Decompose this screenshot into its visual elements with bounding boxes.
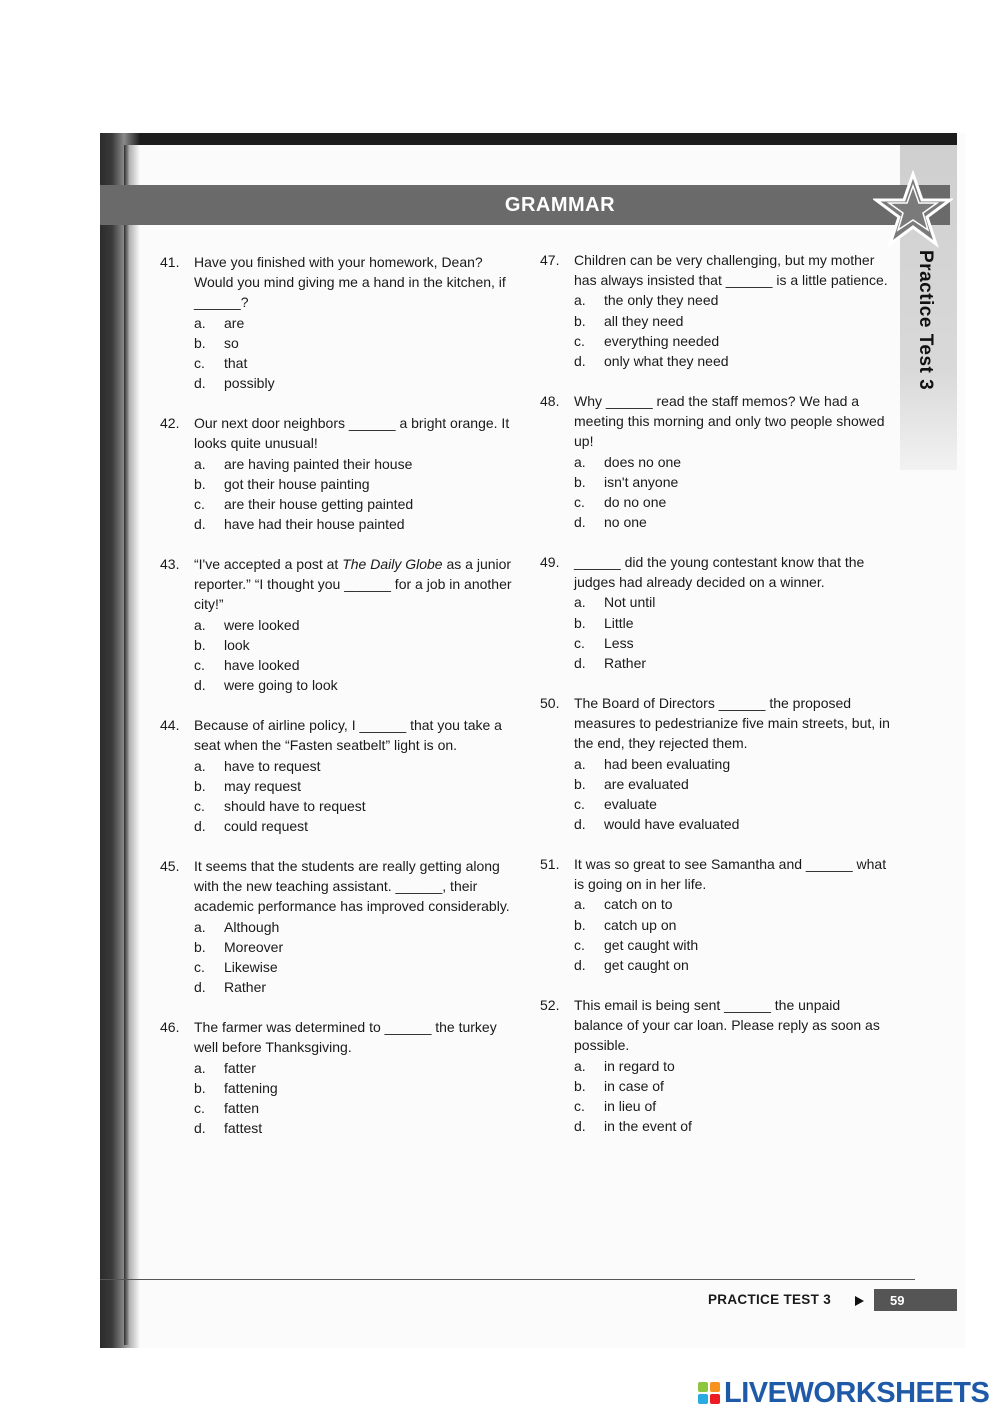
liveworksheets-brand: LIVEWORKSHEETS	[724, 1376, 990, 1409]
option-letter: d.	[574, 816, 586, 833]
option-text: Rather	[224, 979, 267, 996]
option-text: in regard to	[604, 1057, 675, 1074]
option-text: the only they need	[604, 292, 719, 309]
option-text: fatten	[224, 1099, 260, 1116]
answer-option[interactable]	[574, 814, 890, 834]
option-text: all they need	[604, 312, 684, 329]
option-text: look	[224, 636, 250, 653]
option-letter: c.	[574, 936, 585, 953]
book-spine-line	[124, 145, 129, 1345]
question-text: This email is being sent ______ the unpaid balance of your car loan. Please reply as soon as possible.	[574, 996, 880, 1054]
option-letter: d.	[574, 1118, 586, 1135]
option-text: Rather	[604, 655, 647, 672]
section-banner	[100, 185, 950, 225]
answer-option[interactable]	[574, 351, 890, 371]
question-text: The Board of Directors ______ the proposed measures to pedestrianize five main streets, but, in the end, they rejected them.	[574, 694, 890, 752]
option-text: Moreover	[224, 938, 284, 955]
answer-option[interactable]	[574, 1096, 890, 1116]
option-text: are evaluated	[604, 775, 689, 792]
answer-option[interactable]	[194, 353, 520, 373]
footer-label: PRACTICE TEST 3	[708, 1292, 832, 1307]
option-letter: a.	[194, 616, 206, 633]
option-text: had been evaluating	[604, 755, 731, 772]
question-41	[160, 252, 520, 393]
question-number: 46.	[160, 1019, 180, 1036]
question-45	[160, 856, 520, 997]
answer-option[interactable]	[574, 915, 890, 935]
option-text: got their house painting	[224, 475, 370, 492]
option-letter: a.	[574, 292, 586, 309]
option-text: have had their house painted	[224, 516, 405, 533]
answer-option[interactable]	[574, 633, 890, 653]
question-number: 49.	[540, 554, 560, 571]
answer-option[interactable]	[574, 613, 890, 633]
question-text-pre: “I've accepted a post at	[194, 556, 343, 573]
option-text: could request	[224, 818, 309, 835]
question-text: It was so great to see Samantha and ______ what is going on in her life.	[574, 856, 887, 893]
question-number: 44.	[160, 717, 180, 734]
question-43	[160, 554, 520, 695]
option-letter: d.	[194, 375, 206, 392]
book-spine-shadow	[100, 133, 140, 1348]
question-text: Have you finished with your homework, Dean? Would you mind giving me a hand in the kitchen, if ______?	[194, 254, 506, 311]
answer-option[interactable]	[574, 1116, 890, 1136]
question-49	[540, 552, 890, 673]
side-label: Practice Test 3	[915, 250, 936, 391]
answer-option[interactable]	[194, 655, 520, 675]
option-text: everything needed	[604, 332, 720, 349]
answer-option[interactable]	[574, 894, 890, 914]
question-42	[160, 413, 520, 534]
option-letter: a.	[194, 757, 206, 774]
footer-rule	[100, 1279, 915, 1280]
option-letter: d.	[574, 353, 586, 370]
answer-option[interactable]	[194, 615, 520, 635]
answer-option[interactable]	[574, 794, 890, 814]
answer-option[interactable]	[194, 937, 520, 957]
option-text: would have evaluated	[604, 816, 740, 833]
option-text: no one	[604, 514, 647, 531]
option-text: fattest	[224, 1120, 263, 1137]
question-44	[160, 715, 520, 836]
option-text: do no one	[604, 493, 667, 510]
option-text: Less	[604, 634, 634, 651]
option-letter: d.	[574, 957, 586, 974]
question-text: Children can be very challenging, but my mother has always insisted that ______ is a little patience.	[574, 252, 888, 289]
question-text: Why ______ read the staff memos? We had a meeting this morning and only two people showed up!	[574, 392, 885, 450]
question-51	[540, 854, 890, 975]
answer-option[interactable]	[194, 816, 520, 836]
question-46	[160, 1017, 520, 1138]
option-text: have looked	[224, 657, 300, 674]
option-letter: c.	[574, 795, 585, 812]
arrow-right-icon	[855, 1296, 864, 1306]
option-letter: b.	[574, 312, 586, 329]
answer-option[interactable]	[194, 1098, 520, 1118]
option-text: in case of	[604, 1077, 664, 1094]
option-text: have to request	[224, 757, 321, 774]
answer-option[interactable]	[194, 373, 520, 393]
question-52	[540, 995, 890, 1136]
option-letter: b.	[574, 614, 586, 631]
option-letter: a.	[574, 896, 586, 913]
option-letter: b.	[574, 916, 586, 933]
option-letter: b.	[574, 473, 586, 490]
option-text: does no one	[604, 453, 682, 470]
option-letter: b.	[194, 334, 206, 351]
option-letter: b.	[194, 1079, 206, 1096]
option-letter: c.	[574, 493, 585, 510]
answer-option[interactable]	[574, 653, 890, 673]
question-number: 41.	[160, 254, 180, 270]
page-number: 59	[874, 1289, 957, 1311]
section-title: GRAMMAR	[504, 193, 616, 216]
option-letter: d.	[194, 516, 206, 533]
answer-option[interactable]	[194, 917, 520, 937]
question-number: 50.	[540, 694, 560, 711]
option-text: possibly	[224, 375, 275, 392]
option-letter: d.	[194, 979, 206, 996]
option-text: Likewise	[224, 959, 278, 976]
option-text: were going to look	[224, 677, 338, 694]
answer-option[interactable]	[574, 331, 890, 351]
question-text: It seems that the students are really getting along with the new teaching assistant. ______, their academic performance has improved considerably.	[194, 858, 510, 915]
option-text: catch up on	[604, 916, 677, 933]
option-letter: c.	[574, 1097, 585, 1114]
liveworksheets-icon	[697, 1381, 721, 1405]
answer-option[interactable]	[194, 796, 520, 816]
questions-right-column	[540, 250, 890, 1156]
option-letter: b.	[194, 475, 206, 492]
option-letter: d.	[194, 1120, 206, 1137]
option-text: in lieu of	[604, 1097, 657, 1114]
top-rule	[100, 133, 957, 145]
option-letter: d.	[194, 677, 206, 694]
answer-option[interactable]	[194, 635, 520, 655]
question-text: ______ did the young contestant know that the judges had already decided on a winner.	[574, 554, 865, 591]
answer-option[interactable]	[194, 957, 520, 977]
answer-option[interactable]	[574, 935, 890, 955]
questions-left-column	[160, 252, 520, 1158]
option-text: are	[224, 314, 245, 331]
answer-option[interactable]	[574, 472, 890, 492]
option-text: Not until	[604, 594, 656, 611]
option-text: were looked	[224, 616, 300, 633]
answer-option[interactable]	[194, 1078, 520, 1098]
question-50	[540, 693, 890, 834]
answer-option[interactable]	[574, 1076, 890, 1096]
option-letter: a.	[574, 755, 586, 772]
answer-option[interactable]	[194, 494, 520, 514]
option-letter: b.	[194, 636, 206, 653]
answer-option[interactable]	[194, 756, 520, 776]
question-47	[540, 250, 890, 371]
answer-option[interactable]	[574, 955, 890, 975]
option-text: that	[224, 355, 248, 372]
question-text	[194, 554, 520, 615]
option-text: get caught on	[604, 957, 689, 974]
answer-option[interactable]	[574, 774, 890, 794]
option-text: get caught with	[604, 936, 699, 953]
option-text: Although	[224, 918, 280, 935]
answer-option[interactable]	[194, 977, 520, 997]
liveworksheets-logo	[697, 1378, 989, 1408]
question-text: The farmer was determined to ______ the turkey well before Thanksgiving.	[194, 1019, 497, 1056]
option-letter: d.	[194, 818, 206, 835]
option-letter: c.	[194, 797, 205, 814]
answer-option[interactable]	[574, 492, 890, 512]
answer-option[interactable]	[574, 290, 890, 310]
answer-option[interactable]	[194, 313, 520, 333]
option-letter: d.	[574, 655, 586, 672]
option-letter: a.	[194, 1059, 206, 1076]
question-text: Because of airline policy, I ______ that you take a seat when the “Fasten seatbelt” light is on.	[194, 717, 502, 754]
question-text: Our next door neighbors ______ a bright orange. It looks quite unusual!	[194, 415, 510, 452]
question-number: 42.	[160, 415, 180, 432]
answer-option[interactable]	[574, 311, 890, 331]
option-text: evaluate	[604, 795, 657, 812]
option-text: should have to request	[224, 797, 366, 814]
question-number: 52.	[540, 996, 560, 1013]
answer-option[interactable]	[194, 776, 520, 796]
option-letter: b.	[574, 1077, 586, 1094]
star-icon	[873, 170, 953, 250]
option-letter: b.	[574, 775, 586, 792]
answer-option[interactable]	[194, 1058, 520, 1078]
option-letter: b.	[194, 938, 206, 955]
question-number: 47.	[540, 252, 560, 268]
answer-option[interactable]	[194, 675, 520, 695]
option-letter: d.	[574, 514, 586, 531]
option-text: only what they need	[604, 353, 729, 370]
answer-option[interactable]	[574, 1056, 890, 1076]
answer-option[interactable]	[574, 754, 890, 774]
answer-option[interactable]	[574, 512, 890, 532]
option-letter: a.	[574, 594, 586, 611]
option-letter: c.	[194, 959, 205, 976]
option-text: are having painted their house	[224, 455, 413, 472]
answer-option[interactable]	[194, 474, 520, 494]
publication-title: The Daily Globe	[342, 556, 443, 573]
option-letter: c.	[574, 634, 585, 651]
option-letter: b.	[194, 777, 206, 794]
option-text: fattening	[224, 1079, 278, 1096]
question-number: 48.	[540, 392, 560, 409]
option-text: so	[224, 334, 239, 351]
question-number: 51.	[540, 856, 560, 873]
option-text: fatter	[224, 1059, 256, 1076]
option-text: are their house getting painted	[224, 495, 414, 512]
option-text: Little	[604, 614, 634, 631]
option-letter: a.	[194, 918, 206, 935]
option-text: isn't anyone	[604, 473, 679, 490]
answer-option[interactable]	[574, 452, 890, 472]
answer-option[interactable]	[194, 454, 520, 474]
option-letter: c.	[194, 495, 205, 512]
option-text: in the event of	[604, 1118, 692, 1135]
answer-option[interactable]	[194, 514, 520, 534]
option-letter: a.	[194, 314, 206, 331]
option-letter: c.	[194, 355, 205, 372]
question-text-post: as a junior reporter.” “I thought you ______ for a job in another city!”	[194, 556, 512, 613]
option-text: may request	[224, 777, 302, 794]
option-letter: c.	[194, 657, 205, 674]
option-letter: a.	[574, 1057, 586, 1074]
answer-option[interactable]	[194, 1118, 520, 1138]
option-letter: a.	[194, 455, 206, 472]
question-number: 43.	[160, 556, 180, 573]
option-letter: c.	[574, 332, 585, 349]
question-number: 45.	[160, 858, 180, 875]
option-text: catch on to	[604, 896, 673, 913]
answer-option[interactable]	[574, 592, 890, 612]
option-letter: a.	[574, 453, 586, 470]
option-letter: c.	[194, 1099, 205, 1116]
question-48	[540, 391, 890, 532]
answer-option[interactable]	[194, 333, 520, 353]
